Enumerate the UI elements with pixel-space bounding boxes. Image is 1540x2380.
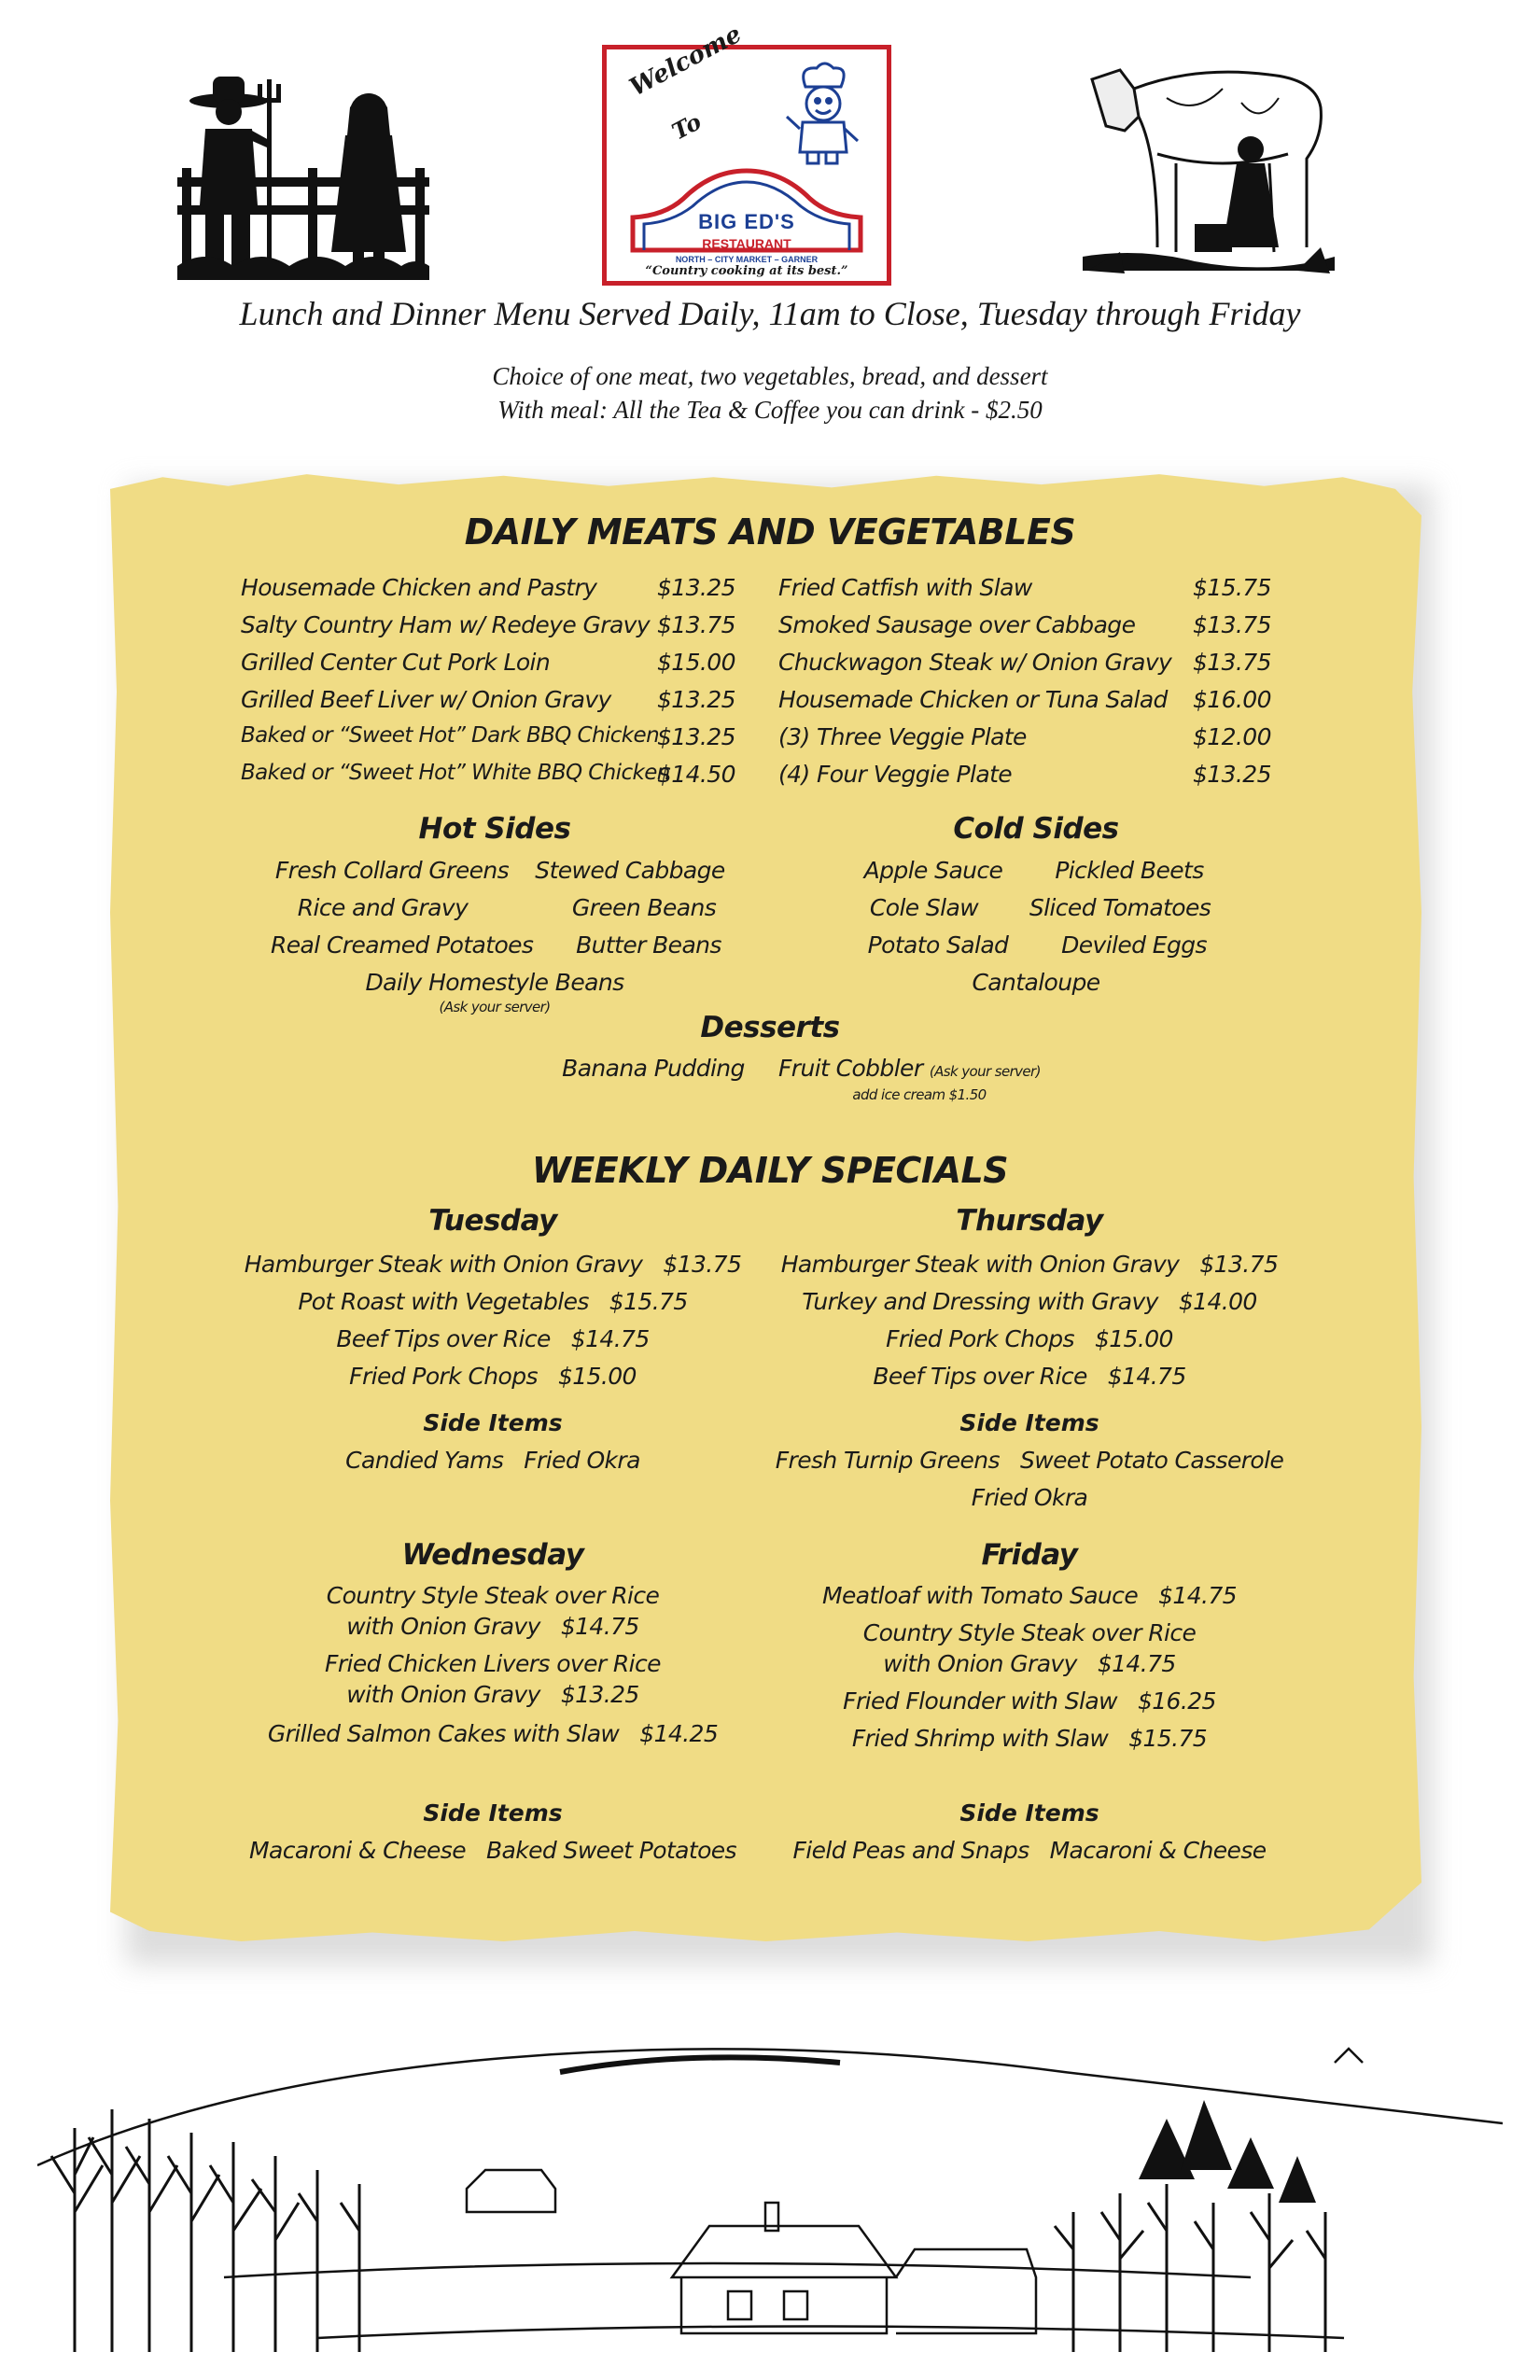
meat-item: Grilled Center Cut Pork Loin [241,649,551,676]
special-price: $15.75 [1128,1725,1208,1752]
side-item: Fresh Turnip Greens [775,1447,1000,1474]
meat-item: Chuckwagon Steak w/ Onion Gravy [778,649,1172,676]
daily-meats-title: DAILY MEATS AND VEGETABLES [464,511,1076,553]
desserts-title: Desserts [700,1011,840,1044]
cold-side-item: Pickled Beets [1055,857,1204,884]
thursday-title: Thursday [956,1204,1103,1238]
hot-side-item: Daily Homestyle Beans [365,969,624,996]
friday-side-items-title: Side Items [959,1799,1099,1827]
tuesday-side-items-title: Side Items [423,1409,563,1436]
meat-price: $15.00 [657,649,735,676]
meat-item: Fried Catfish with Slaw [778,574,1032,601]
weekly-specials-title: WEEKLY DAILY SPECIALS [531,1150,1009,1191]
logo-name: BIG ED'S [698,210,795,233]
logo-restaurant: RESTAURANT [702,236,791,251]
special-name: with Onion Gravy [346,1681,540,1708]
wednesday-sides [213,1837,773,1864]
special-item [749,1687,1309,1715]
meat-price: $13.25 [1193,761,1271,788]
special-name: with Onion Gravy [346,1613,540,1640]
wednesday-title: Wednesday [401,1538,584,1572]
special-name: Meatloaf with Tomato Sauce [821,1582,1139,1609]
restaurant-logo [602,20,891,286]
meat-price: $16.00 [1193,686,1271,713]
side-item: Macaroni & Cheese [1049,1837,1267,1864]
meat-price: $15.75 [1193,574,1271,601]
dessert-item: Banana Pudding [562,1055,745,1082]
cold-side-item: Apple Sauce [863,857,1003,884]
special-item [749,1650,1309,1677]
menu-hours: Lunch and Dinner Menu Served Daily, 11am to Close, Tuesday through Friday [239,295,1301,332]
meat-price: $12.00 [1193,723,1271,750]
special-price: $16.25 [1137,1687,1216,1715]
special-price: $13.75 [663,1251,742,1278]
special-item [213,1681,773,1708]
friday-sides [749,1837,1309,1864]
thursday-sides [749,1447,1309,1474]
special-price: $14.75 [1107,1363,1186,1390]
special-item [213,1325,773,1352]
dessert-item [778,1055,1041,1082]
special-price: $13.75 [1199,1251,1279,1278]
side-item: Macaroni & Cheese [249,1837,466,1864]
chef-mascot-icon [779,59,863,166]
side-item: Sweet Potato Casserole [1019,1447,1284,1474]
special-name: Hamburger Steak with Onion Gravy [244,1251,643,1278]
meal-choice-line: Choice of one meat, two vegetables, bread, and dessert [492,362,1048,390]
hot-side-item: Stewed Cabbage [535,857,725,884]
cold-side-item: Cantaloupe [972,969,1100,996]
special-price: $13.25 [560,1681,639,1708]
cold-side-item: Sliced Tomatoes [1029,894,1211,921]
meal-choice-info [0,359,1540,427]
special-price: $14.75 [1158,1582,1237,1609]
dessert-item-note: (Ask your server) [929,1063,1041,1080]
side-item: Field Peas and Snaps [792,1837,1029,1864]
meat-price: $13.75 [657,611,735,638]
special-item [213,1288,773,1315]
wednesday-side-items-title: Side Items [423,1799,563,1827]
cold-sides-title: Cold Sides [953,812,1119,846]
special-item [213,1251,773,1278]
special-item [213,1720,773,1747]
special-name: with Onion Gravy [883,1650,1077,1677]
friday-title: Friday [981,1538,1078,1572]
cold-side-item: Potato Salad [867,931,1009,959]
special-item [213,1363,773,1390]
special-price: $15.00 [557,1363,637,1390]
meat-item: Grilled Beef Liver w/ Onion Gravy [241,686,611,713]
hot-side-note: (Ask your server) [439,999,551,1015]
hot-sides-title: Hot Sides [418,812,571,846]
meat-price: $13.25 [657,574,735,601]
cold-side-item: Cole Slaw [869,894,979,921]
cold-side-item: Deviled Eggs [1061,931,1207,959]
special-item-line: Fried Chicken Livers over Rice [325,1650,661,1677]
meat-price: $14.50 [657,761,735,788]
special-item [213,1613,773,1640]
hot-side-item: Real Creamed Potatoes [271,931,534,959]
special-name: Fried Shrimp with Slaw [851,1725,1109,1752]
special-price: $15.75 [609,1288,688,1315]
logo-address: NORTH – CITY MARKET – GARNER [675,255,819,264]
tuesday-sides [213,1447,773,1474]
meat-item: Smoked Sausage over Cabbage [778,611,1136,638]
farm-landscape-illustration [37,1969,1503,2371]
dessert-addon: add ice cream $1.50 [852,1086,987,1103]
meat-price: $13.75 [1193,611,1271,638]
special-price: $14.75 [560,1613,639,1640]
logo-to-text: To [667,107,707,146]
special-item [749,1251,1309,1278]
meat-price: $13.25 [657,723,735,750]
side-item: Fried Okra [524,1447,640,1474]
special-name: Turkey and Dressing with Gravy [802,1288,1158,1315]
meat-item: Housemade Chicken and Pastry [241,574,597,601]
meat-price: $13.75 [1193,649,1271,676]
special-name: Hamburger Steak with Onion Gravy [780,1251,1180,1278]
special-item [749,1325,1309,1352]
meat-item: (4) Four Veggie Plate [778,761,1013,788]
special-item [749,1363,1309,1390]
special-price: $14.75 [570,1325,650,1352]
special-name: Fried Pork Chops [349,1363,538,1390]
special-name: Pot Roast with Vegetables [298,1288,589,1315]
special-item-line: Country Style Steak over Rice [326,1582,660,1609]
logo-welcome-text: Welcome [625,20,747,103]
special-price: $14.00 [1178,1288,1257,1315]
meat-price: $13.25 [657,686,735,713]
cow-milking-illustration [1083,61,1335,285]
meat-item: Baked or “Sweet Hot” White BBQ Chicken [241,761,670,785]
special-name: Beef Tips over Rice [336,1325,551,1352]
hot-side-item: Rice and Gravy [297,894,469,921]
special-price: $14.75 [1097,1650,1176,1677]
special-name: Beef Tips over Rice [873,1363,1087,1390]
special-item [749,1725,1309,1752]
special-item [749,1288,1309,1315]
thursday-side-items-title: Side Items [959,1409,1099,1436]
special-name: Fried Flounder with Slaw [843,1687,1117,1715]
hot-side-item: Fresh Collard Greens [274,857,510,884]
farmers-silhouette-icon [177,65,429,280]
special-name: Fried Pork Chops [886,1325,1074,1352]
side-item: Baked Sweet Potatoes [486,1837,736,1864]
hot-side-item: Butter Beans [576,931,721,959]
drink-price-line: With meal: All the Tea & Coffee you can drink - $2.50 [497,396,1043,424]
tuesday-title: Tuesday [428,1204,557,1238]
special-name: Grilled Salmon Cakes with Slaw [267,1720,620,1747]
meat-item: Baked or “Sweet Hot” Dark BBQ Chicken [241,723,660,748]
meat-item: (3) Three Veggie Plate [778,723,1027,750]
logo-tagline: “Country cooking at its best.” [645,264,848,278]
special-price: $15.00 [1094,1325,1173,1352]
special-item [749,1582,1309,1609]
meat-item: Housemade Chicken or Tuna Salad [778,686,1168,713]
dessert-item-name: Fruit Cobbler [778,1055,923,1082]
special-price: $14.25 [639,1720,719,1747]
side-item: Fried Okra [971,1484,1088,1511]
special-item-line: Country Style Steak over Rice [862,1619,1197,1646]
meat-item: Salty Country Ham w/ Redeye Gravy [241,611,651,638]
hot-side-item: Green Beans [571,894,717,921]
side-item: Candied Yams [345,1447,504,1474]
